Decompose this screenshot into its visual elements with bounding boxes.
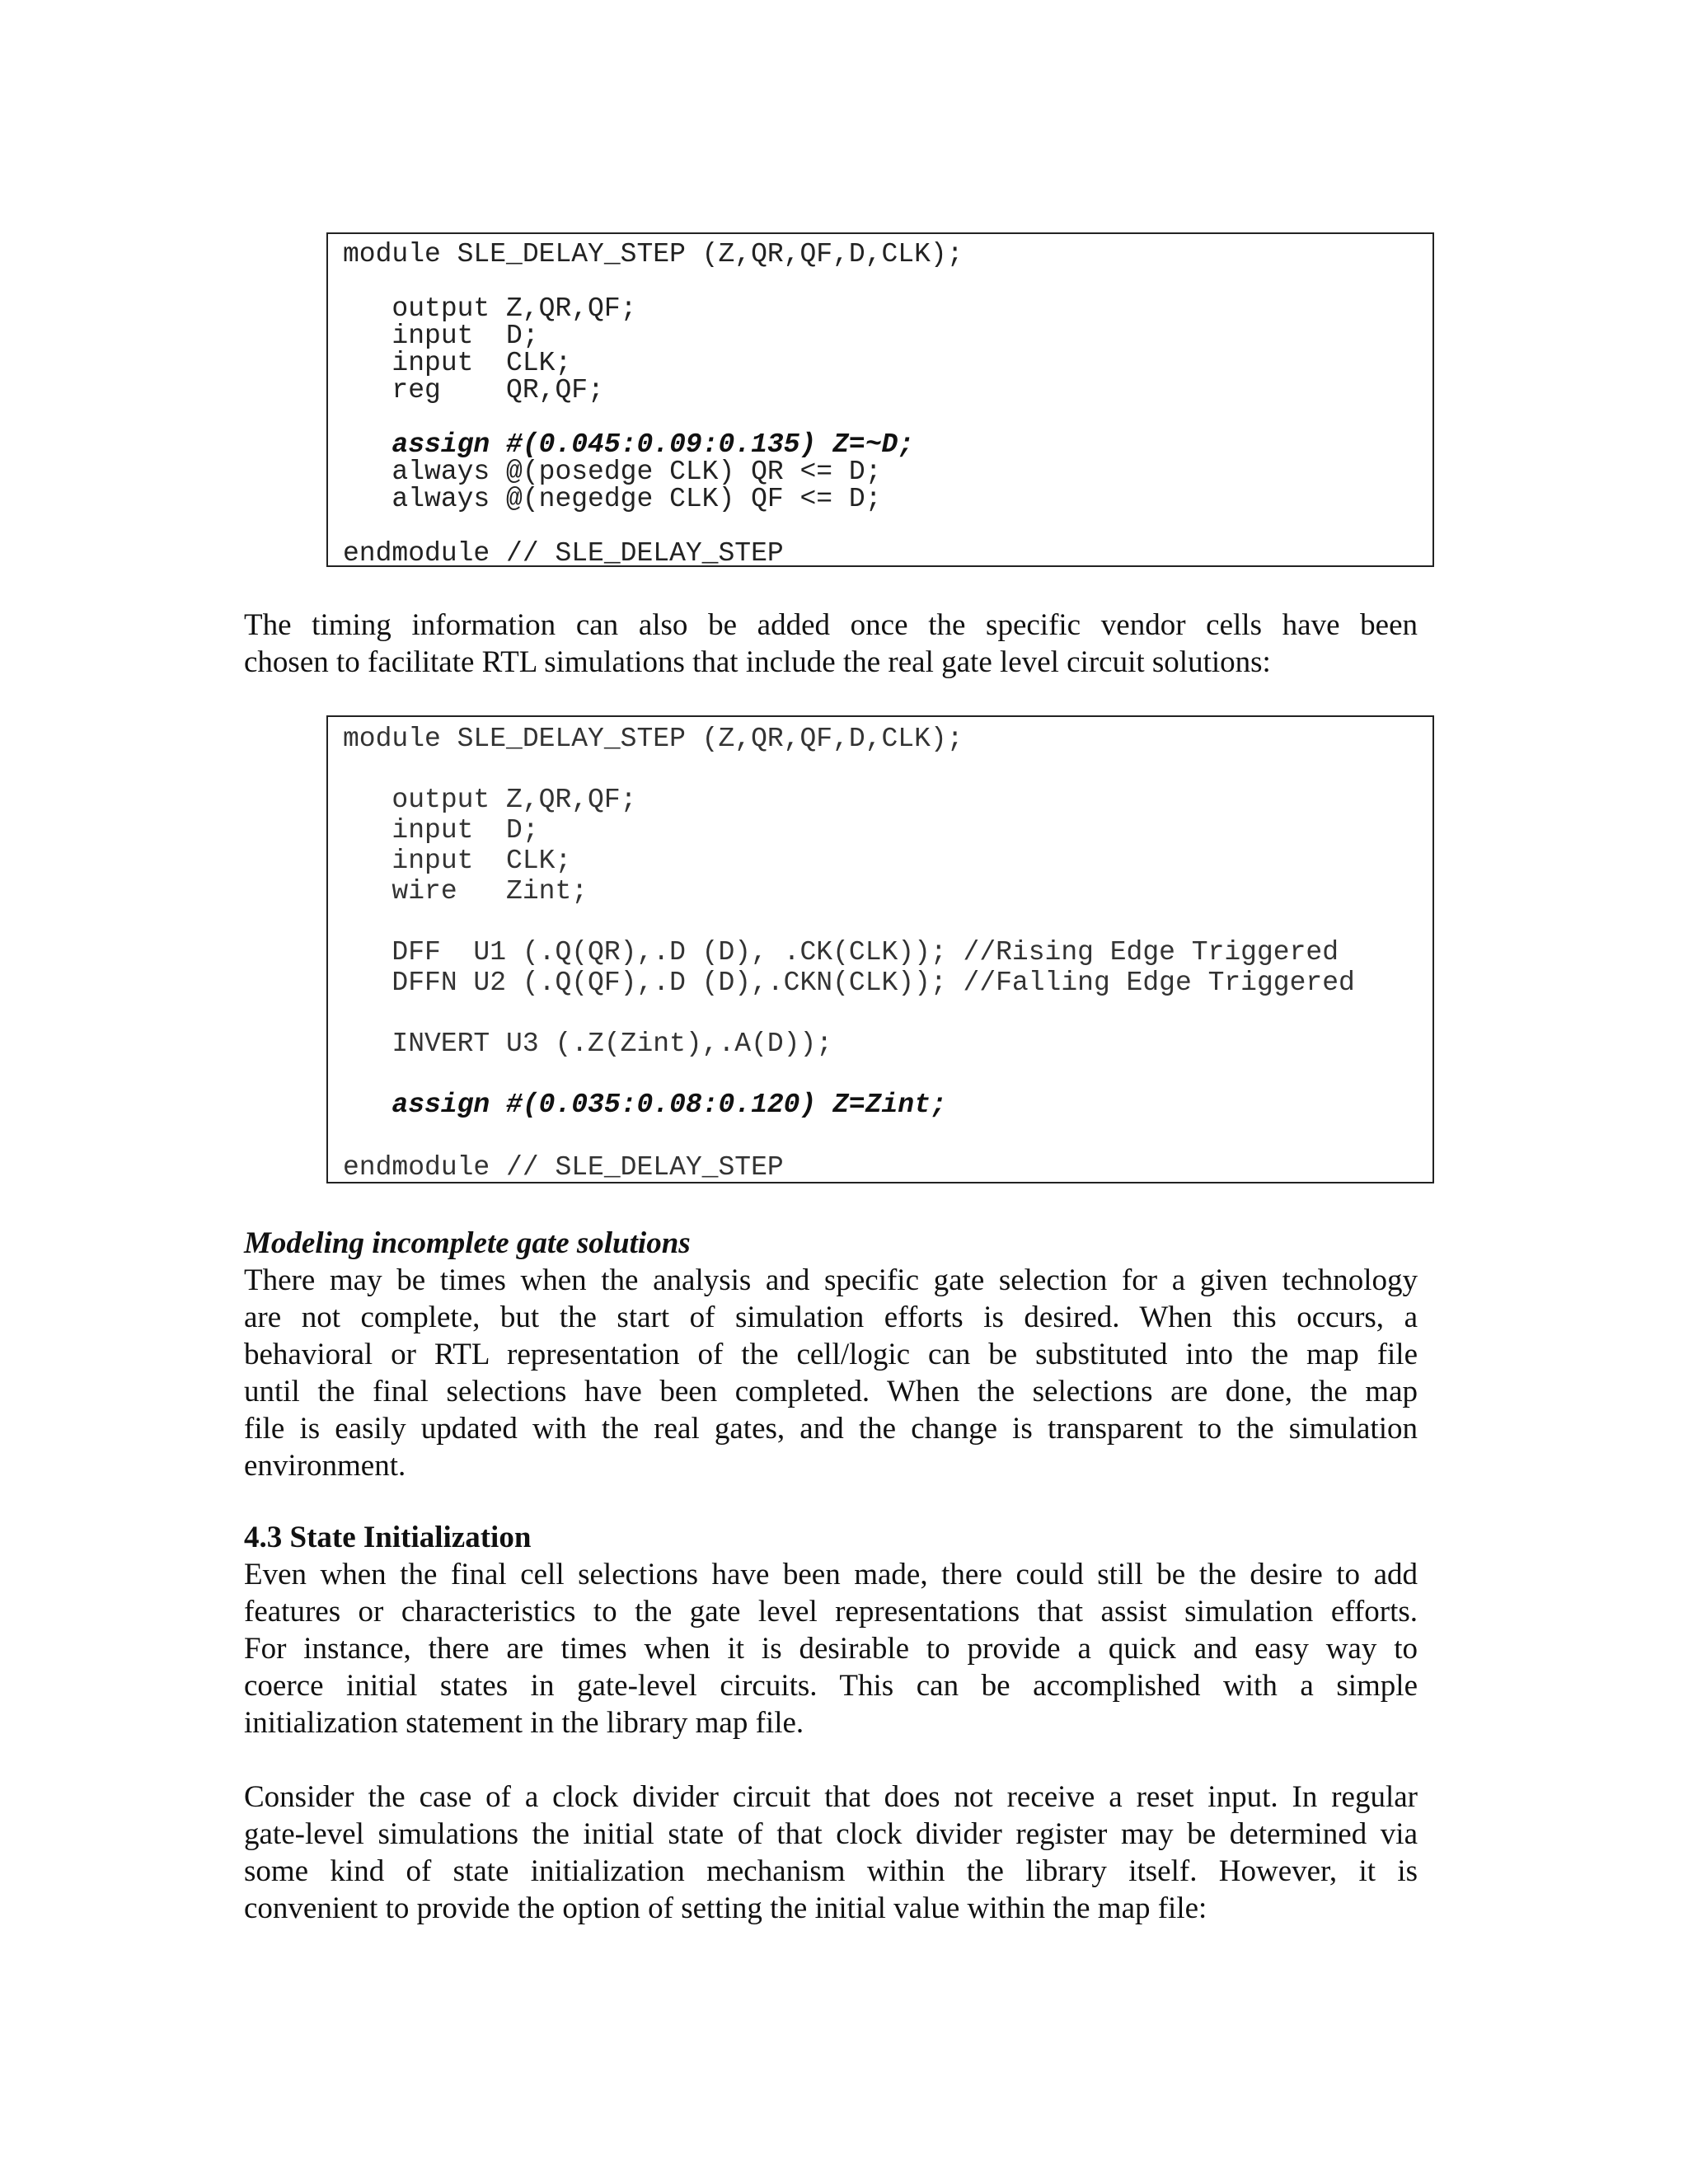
section-heading: Modeling incomplete gate solutions [244, 1226, 691, 1260]
text-line: coerce initial states in gate-level circuits. This can be accomplished with a simple [244, 1669, 1418, 1703]
code-line: wire Zint; [343, 876, 588, 907]
section-heading: 4.3 State Initialization [244, 1521, 532, 1554]
code-line: always @(posedge CLK) QR <= D; [343, 457, 882, 487]
code-line-assign: assign #(0.045:0.09:0.135) Z=~D; [343, 429, 915, 460]
text-line: features or characteristics to the gate level representations that assist simulation efforts. [244, 1595, 1418, 1629]
text-line: There may be times when the analysis and specific gate selection for a given technology [244, 1263, 1418, 1297]
code-line: reg QR,QF; [343, 375, 604, 405]
code-line: input CLK; [343, 348, 572, 378]
code-line: endmodule // SLE_DELAY_STEP [343, 538, 784, 569]
text-line: behavioral or RTL representation of the cell/logic can be substituted into the map file [244, 1338, 1418, 1371]
code-line: input D; [343, 321, 539, 351]
code-line: module SLE_DELAY_STEP (Z,QR,QF,D,CLK); [343, 239, 964, 269]
text-line: environment. [244, 1449, 406, 1483]
text-line: until the final selections have been completed. When the selections are done, the map [244, 1375, 1418, 1408]
code-line: input D; [343, 815, 539, 846]
text-line: initialization statement in the library map file. [244, 1706, 804, 1740]
code-line: INVERT U3 (.Z(Zint),.A(D)); [343, 1029, 833, 1059]
text-line: are not complete, but the start of simulation efforts is desired. When this occurs, a [244, 1301, 1418, 1334]
code-line: output Z,QR,QF; [343, 293, 637, 324]
code-line: always @(negedge CLK) QF <= D; [343, 484, 882, 514]
code-line: input CLK; [343, 846, 572, 876]
code-line: DFF U1 (.Q(QR),.D (D), .CK(CLK)); //Rising Edge Triggered [343, 937, 1339, 968]
text-line: For instance, there are times when it is desirable to provide a quick and easy way to [244, 1632, 1418, 1666]
code-line: output Z,QR,QF; [343, 785, 637, 815]
text-line: file is easily updated with the real gates, and the change is transparent to the simulation [244, 1412, 1418, 1446]
text-line: convenient to provide the option of setting the initial value within the map file: [244, 1891, 1207, 1925]
code-line: DFFN U2 (.Q(QF),.D (D),.CKN(CLK)); //Falling Edge Triggered [343, 968, 1355, 998]
code-block-delay-step [326, 232, 1434, 567]
code-block-gate-level [326, 715, 1434, 1183]
text-line: Consider the case of a clock divider circuit that does not receive a reset input. In regular [244, 1780, 1418, 1814]
text-line: gate-level simulations the initial state of that clock divider register may be determined via [244, 1817, 1418, 1851]
text-line: some kind of state initialization mechanism within the library itself. However, it is [244, 1854, 1418, 1888]
code-line: endmodule // SLE_DELAY_STEP [343, 1152, 784, 1183]
text-line: Even when the final cell selections have been made, there could still be the desire to add [244, 1558, 1418, 1591]
text-line: chosen to facilitate RTL simulations that include the real gate level circuit solutions: [244, 645, 1271, 679]
text-line: The timing information can also be added once the specific vendor cells have been [244, 608, 1418, 642]
code-line-assign: assign #(0.035:0.08:0.120) Z=Zint; [343, 1090, 947, 1120]
code-line: module SLE_DELAY_STEP (Z,QR,QF,D,CLK); [343, 724, 964, 754]
